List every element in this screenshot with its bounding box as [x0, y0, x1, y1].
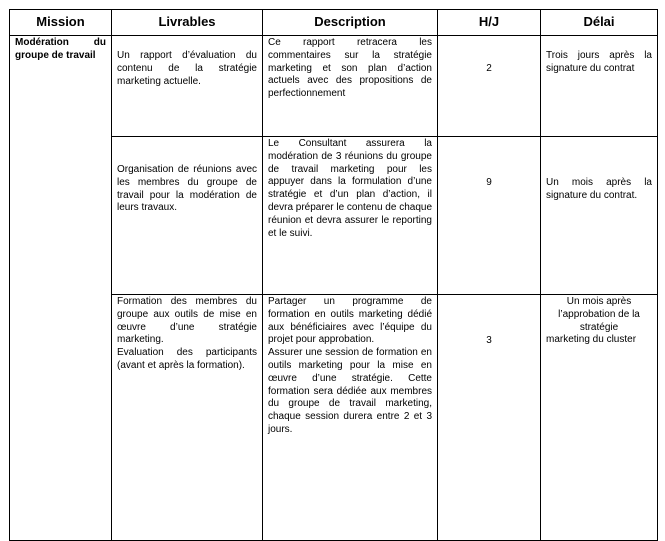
- description-paragraph: Assurer une session de formation en outils marketing pour la mise en œuvre d’une stratégie. Cette formation sera dédiée aux membres du groupe de travail marketing, chaque session durera entre 2 et 3 jours.: [268, 347, 432, 435]
- mission-cell: Modération du groupe de travail: [10, 36, 112, 541]
- description-paragraph: Partager un programme de formation en outils marketing dédié aux bénéficiaires avec l’équipe du projet pour approbation.: [268, 296, 432, 346]
- livrable-cell: Organisation de réunions avec les membres du groupe de travail pour la modération de leurs travaux.: [112, 137, 263, 295]
- header-delai: Délai: [541, 10, 658, 36]
- delai-cell: Un mois après la signature du contrat.: [541, 137, 658, 295]
- header-row: [10, 10, 658, 36]
- livrable-paragraph: Evaluation des participants (avant et après la formation).: [117, 347, 257, 371]
- delai-paragraph: Un mois après l’approbation de la stratégie: [558, 296, 640, 333]
- header-hj: H/J: [438, 10, 541, 36]
- hj-cell: 9: [438, 137, 541, 295]
- mission-table: [9, 9, 658, 541]
- delai-cell: Trois jours après la signature du contrat: [541, 36, 658, 137]
- header-description: Description: [263, 10, 438, 36]
- livrable-paragraph: Formation des membres du groupe aux outils de mise en œuvre d’une stratégie marketing.: [117, 296, 257, 346]
- description-cell: [263, 295, 438, 541]
- description-cell: Le Consultant assurera la modération de 3 réunions du groupe de travail marketing pour les appuyer dans la formulation d’une stratégie et d’un plan d’action, il devra préparer le contenu de chaque réunion et devra assurer le reporting et le suivi.: [263, 137, 438, 295]
- livrable-cell: [112, 295, 263, 541]
- table-row: [10, 36, 658, 137]
- hj-cell: 3: [438, 295, 541, 541]
- header-mission: Mission: [10, 10, 112, 36]
- delai-cell: [541, 295, 658, 541]
- header-livrables: Livrables: [112, 10, 263, 36]
- delai-paragraph: marketing du cluster: [546, 334, 637, 346]
- livrable-cell: Un rapport d’évaluation du contenu de la stratégie marketing actuelle.: [112, 36, 263, 137]
- description-cell: Ce rapport retracera les commentaires sur la stratégie marketing et son plan d’action actuels avec des propositions de perfectionnement: [263, 36, 438, 137]
- hj-cell: 2: [438, 36, 541, 137]
